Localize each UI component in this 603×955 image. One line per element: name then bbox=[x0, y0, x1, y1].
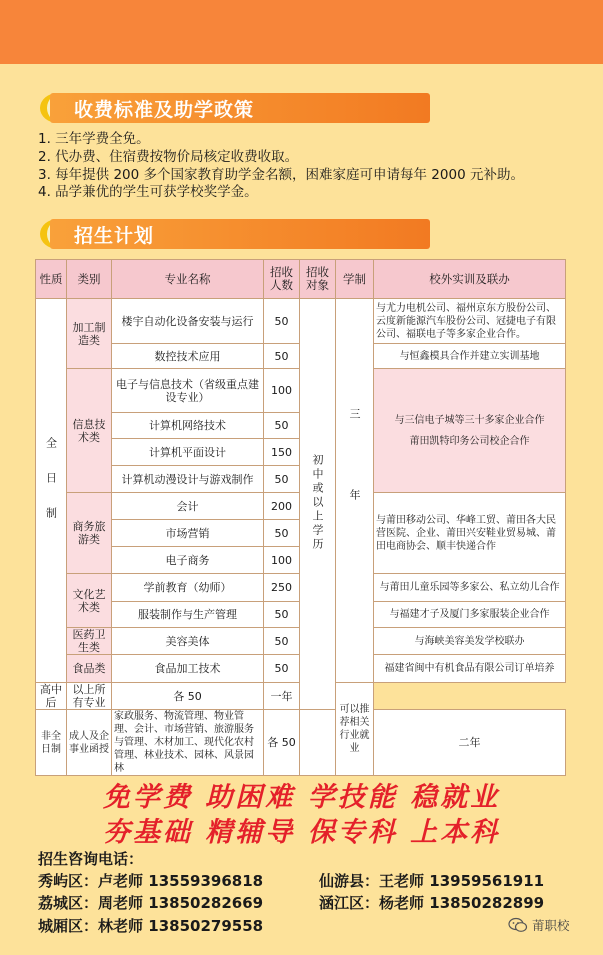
header-partners: 校外实训及联办 bbox=[374, 260, 566, 299]
header-major: 专业名称 bbox=[112, 260, 264, 299]
watermark bbox=[508, 916, 570, 934]
header-duration: 学制 bbox=[336, 260, 374, 299]
category-cell: 文化艺术类 bbox=[67, 574, 112, 628]
partner-cell: 与福建才子及厦门多家服装企业合作 bbox=[374, 602, 566, 628]
count-cell: 200 bbox=[264, 493, 300, 520]
count-cell: 100 bbox=[264, 547, 300, 574]
category-cell: 加工制造类 bbox=[67, 299, 112, 369]
major-cell: 家政服务、物流管理、物业管理、会计、市场营销、旅游服务与管理、木材加工、现代化农村管理、林业技术、园林、风景园林 bbox=[112, 710, 264, 776]
category-cell: 信息技术类 bbox=[67, 369, 112, 493]
header-category: 类别 bbox=[67, 260, 112, 299]
partner-cell: 与恒鑫模具合作并建立实训基地 bbox=[374, 344, 566, 369]
major-cell: 计算机平面设计 bbox=[112, 439, 264, 466]
header-count: 招收人数 bbox=[264, 260, 300, 299]
duration-cell: 一年 bbox=[264, 683, 300, 710]
major-cell: 会计 bbox=[112, 493, 264, 520]
duration-cell: 二年 bbox=[374, 710, 566, 776]
slogan-line-1: 免学费 助困难 学技能 稳就业 bbox=[102, 782, 501, 813]
major-cell: 市场营销 bbox=[112, 520, 264, 547]
nature-part-cell: 非全日制 bbox=[36, 710, 67, 776]
policy-list bbox=[38, 131, 524, 202]
major-cell: 电子与信息技术（省级重点建设专业） bbox=[112, 369, 264, 413]
contact-title: 招生咨询电话： bbox=[38, 850, 144, 868]
watermark-text: 莆职校 bbox=[532, 918, 570, 933]
table-row bbox=[36, 299, 566, 344]
table-header-row bbox=[36, 260, 566, 299]
count-cell: 150 bbox=[264, 439, 300, 466]
count-cell: 50 bbox=[264, 466, 300, 493]
duration-cell: 三年 bbox=[336, 299, 374, 683]
policy-item: 1. 三年学费全免。 bbox=[38, 131, 150, 147]
header-nature: 性质 bbox=[36, 260, 67, 299]
major-cell: 数控技术应用 bbox=[112, 344, 264, 369]
partner-cell: 与三信电子城等三十多家企业合作 莆田凯特印务公司校企合作 bbox=[374, 369, 566, 493]
count-cell: 50 bbox=[264, 602, 300, 628]
count-cell: 50 bbox=[264, 413, 300, 439]
partner-cell: 福建省闽中有机食品有限公司订单培养 bbox=[374, 655, 566, 683]
policy-item: 4. 品学兼优的学生可获学校奖学金。 bbox=[38, 184, 258, 201]
fees-section-title: 收费标准及助学政策 bbox=[74, 99, 255, 121]
count-cell: 各 50 bbox=[264, 710, 300, 776]
nature-full-cell: 全日制 bbox=[36, 299, 67, 683]
partner-cell: 可以推荐相关行业就业 bbox=[336, 683, 374, 776]
count-cell: 各 50 bbox=[112, 683, 264, 710]
major-cell: 电子商务 bbox=[112, 547, 264, 574]
plan-section-title: 招生计划 bbox=[74, 225, 155, 247]
enrollment-table bbox=[35, 259, 566, 776]
count-cell: 50 bbox=[264, 299, 300, 344]
contact-item: 仙游县：王老师 13959561911 bbox=[319, 872, 545, 890]
count-cell: 100 bbox=[264, 369, 300, 413]
top-banner bbox=[0, 0, 603, 64]
count-cell: 50 bbox=[264, 520, 300, 547]
category-cell: 医药卫生类 bbox=[67, 628, 112, 655]
category-cell: 成人及企事业函授 bbox=[67, 710, 112, 776]
header-target: 招收对象 bbox=[300, 260, 336, 299]
major-cell: 楼宇自动化设备安装与运行 bbox=[112, 299, 264, 344]
major-cell: 食品加工技术 bbox=[112, 655, 264, 683]
partner-cell: 与莆田儿童乐园等多家公、私立幼儿合作 bbox=[374, 574, 566, 602]
policy-item: 3. 每年提供 200 多个国家教育助学金名额，困难家庭可申请每年 2000 元补助。 bbox=[38, 166, 524, 183]
contact-item: 荔城区：周老师 13850282669 bbox=[38, 894, 264, 912]
policy-item: 2. 代办费、住宿费按物价局核定收费收取。 bbox=[38, 148, 299, 165]
major-cell: 美容美体 bbox=[112, 628, 264, 655]
table-row bbox=[36, 710, 566, 776]
contact-item: 涵江区：杨老师 13850282899 bbox=[319, 894, 545, 912]
major-cell: 以上所有专业 bbox=[67, 683, 112, 710]
count-cell: 50 bbox=[264, 628, 300, 655]
slogan-line-2: 夯基础 精辅导 保专科 上本科 bbox=[102, 817, 501, 848]
partner-cell: 与海峡美容美发学校联办 bbox=[374, 628, 566, 655]
category-cell: 食品类 bbox=[67, 655, 112, 683]
count-cell: 50 bbox=[264, 655, 300, 683]
count-cell: 50 bbox=[264, 344, 300, 369]
wechat-icon bbox=[508, 917, 528, 933]
contact-item: 城厢区：林老师 13850279558 bbox=[38, 917, 264, 935]
contact-item: 秀屿区：卢老师 13559396818 bbox=[38, 872, 264, 890]
target-cell bbox=[300, 710, 336, 776]
partner-cell: 与莆田移动公司、华峰工贸、莆田各大民营医院、企业、莆田兴安鞋业贸易城、莆田电商协会、顺丰快递合作 bbox=[374, 493, 566, 574]
category-cell: 商务旅游类 bbox=[67, 493, 112, 574]
major-cell: 计算机动漫设计与游戏制作 bbox=[112, 466, 264, 493]
partner-cell: 与尤力电机公司、福州京东方股份公司、云度新能源汽车股份公司、冠捷电子有限公司、福联电子等多家企业合作。 bbox=[374, 299, 566, 344]
major-cell: 学前教育（幼师） bbox=[112, 574, 264, 602]
category-cell: 高中后 bbox=[36, 683, 67, 710]
count-cell: 250 bbox=[264, 574, 300, 602]
major-cell: 服装制作与生产管理 bbox=[112, 602, 264, 628]
major-cell: 计算机网络技术 bbox=[112, 413, 264, 439]
target-cell: 初中或以上学历 bbox=[300, 299, 336, 710]
